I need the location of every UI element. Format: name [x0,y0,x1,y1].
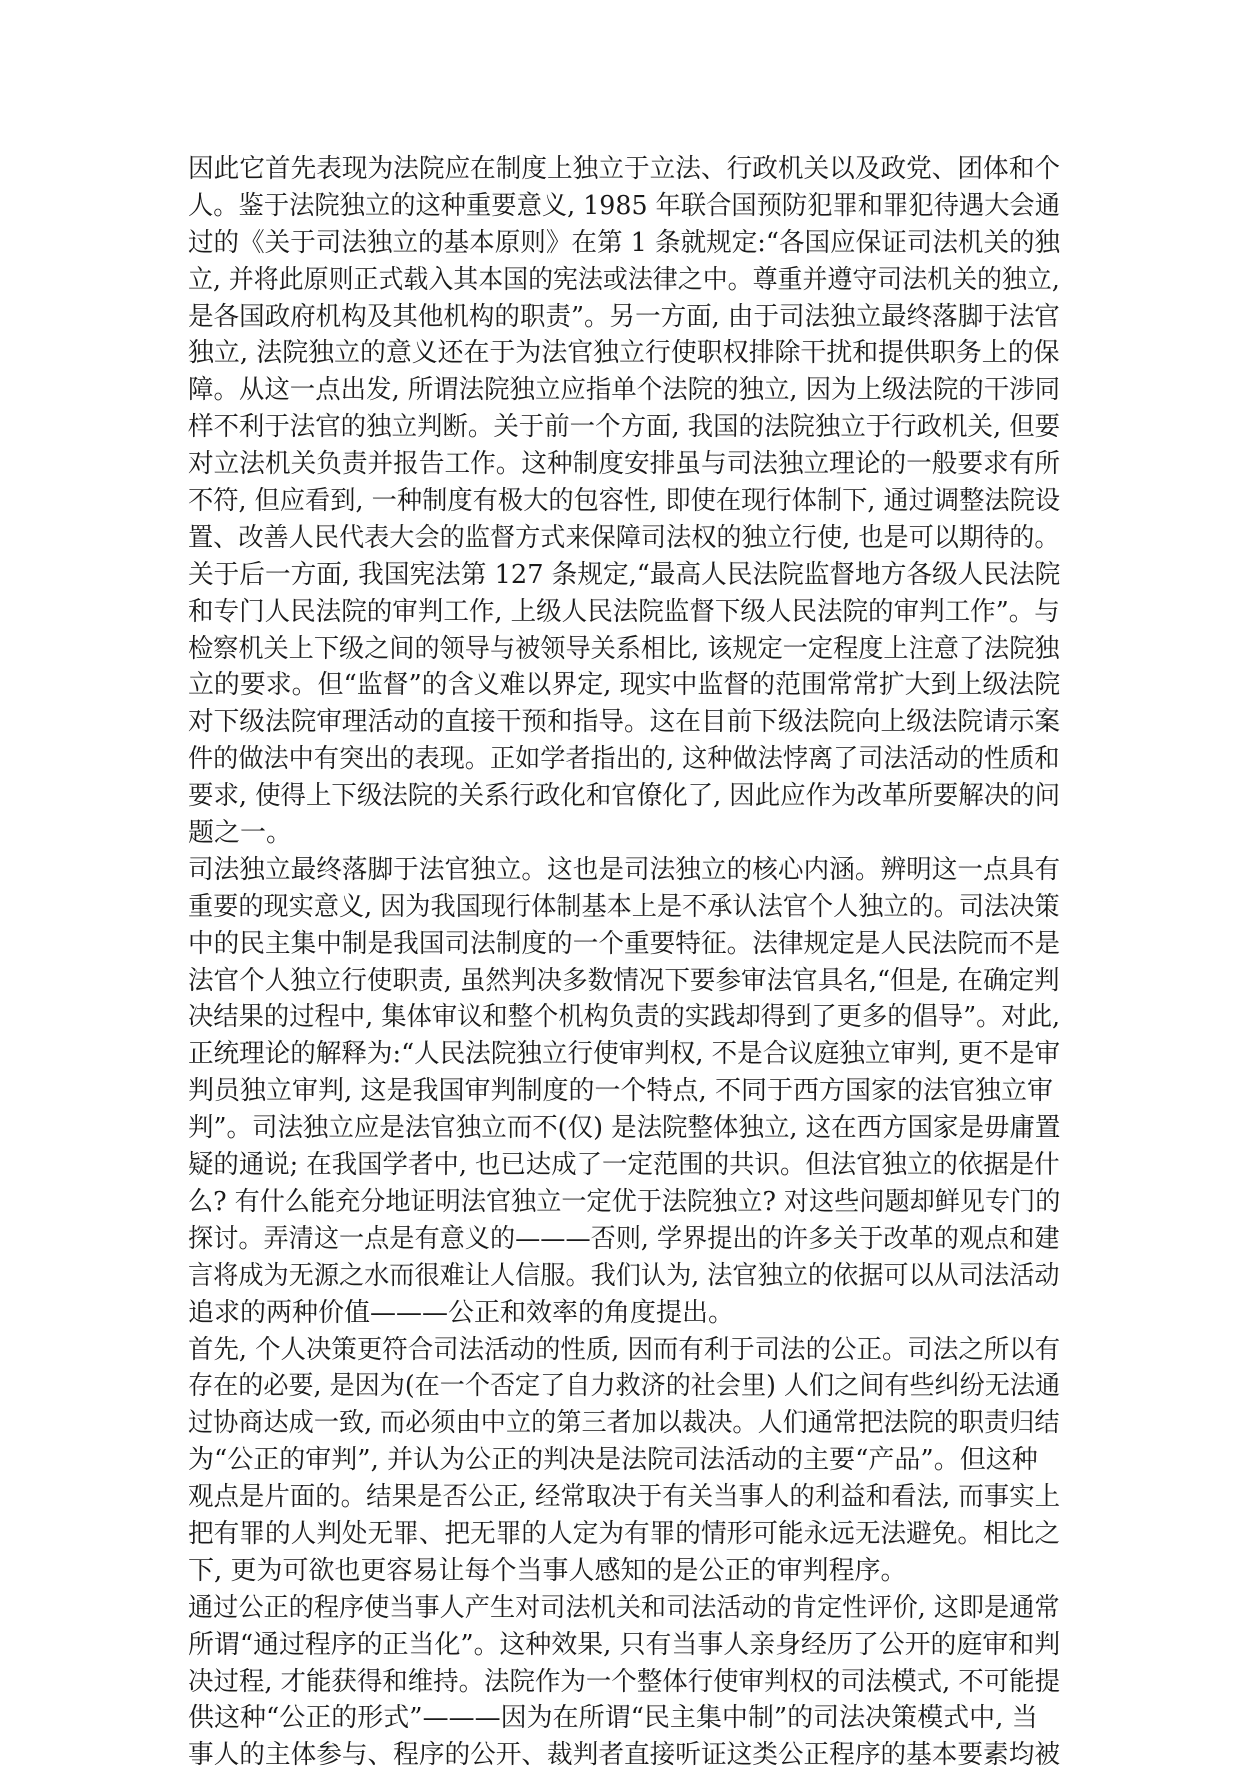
text-line: 么? 有什么能充分地证明法官独立一定优于法院独立? 对这些问题却鲜见专门的 [188,1186,1061,1217]
text-line: 题之一。 [188,818,293,849]
text-line: 首先, 个人决策更符合司法活动的性质, 因而有利于司法的公正。司法之所以有 [188,1334,1061,1365]
text-line: 对下级法院审理活动的直接干预和指导。这在目前下级法院向上级法院请示案 [188,707,1061,738]
text-line: 置、改善人民代表大会的监督方式来保障司法权的独立行使, 也是可以期待的。 [188,522,1060,553]
text-line: 因此它首先表现为法院应在制度上独立于立法、行政机关以及政党、团体和个 [188,154,1061,184]
text-line: 观点是片面的。结果是否公正, 经常取决于有关当事人的利益和看法, 而事实上 [188,1482,1061,1513]
text-line: 把有罪的人判处无罪、把无罪的人定为有罪的情形可能永远无法避免。相比之 [188,1518,1061,1549]
text-line: 供这种“公正的形式”———因为在所谓“民主集中制”的司法决策模式中, 当 [188,1703,1038,1734]
text-line: 探讨。弄清这一点是有意义的———否则, 学界提出的许多关于改革的观点和建 [188,1223,1060,1254]
text-line: 要求, 使得上下级法院的关系行政化和官僚化了, 因此应作为改革所要解决的问 [188,781,1061,812]
text-line: 疑的通说; 在我国学者中, 也已达成了一定范围的共识。但法官独立的依据是什 [188,1150,1060,1181]
text-line: 下, 更为可欲也更容易让每个当事人感知的是公正的审判程序。 [188,1555,907,1586]
text-line: 决过程, 才能获得和维持。法院作为一个整体行使审判权的司法模式, 不可能提 [188,1666,1061,1697]
text-line: 人。鉴于法院独立的这种重要意义, 1985 年联合国预防犯罪和罪犯待遇大会通 [188,190,1060,221]
text-line: 判员独立审判, 这是我国审判制度的一个特点, 不同于西方国家的法官独立审 [188,1076,1054,1107]
text-line: 通过公正的程序使当事人产生对司法机关和司法活动的肯定性评价, 这即是通常 [188,1592,1060,1623]
text-line: 和专门人民法院的审判工作, 上级人民法院监督下级人民法院的审判工作”。与 [188,596,1060,627]
text-line: 司法独立最终落脚于法官独立。这也是司法独立的核心内涵。辨明这一点具有 [188,854,1061,885]
text-line: 追求的两种价值———公正和效率的角度提出。 [188,1297,735,1328]
body-text [188,151,1060,1774]
text-line: 检察机关上下级之间的领导与被领导关系相比, 该规定一定程度上注意了法院独 [188,633,1060,664]
text-line: 样不利于法官的独立判断。关于前一个方面, 我国的法院独立于行政机关, 但要 [188,412,1061,443]
text-line: 事人的主体参与、程序的公开、裁判者直接听证这类公正程序的基本要素均被 [188,1740,1061,1771]
text-line: 法官个人独立行使职责, 虽然判决多数情况下要参审法官具名,“但是, 在确定判 [188,965,1060,996]
text-line: 重要的现实意义, 因为我国现行体制基本上是不承认法官个人独立的。司法决策 [188,891,1060,922]
text-line: 是各国政府机构及其他机构的职责”。另一方面, 由于司法独立最终落脚于法官 [188,301,1060,332]
text-line: 为“公正的审判”, 并认为公正的判决是法院司法活动的主要“产品”。但这种 [188,1445,1038,1476]
text-line: 存在的必要, 是因为(在一个否定了自力救济的社会里) 人们之间有些纠纷无法通 [188,1371,1061,1402]
text-line: 过的《关于司法独立的基本原则》在第 1 条就规定:“各国应保证司法机关的独 [188,227,1061,258]
text-line: 立, 并将此原则正式载入其本国的宪法或法律之中。尊重并遵守司法机关的独立, [188,264,1060,295]
text-line: 立的要求。但“监督”的含义难以界定, 现实中监督的范围常常扩大到上级法院 [188,670,1061,701]
text-line: 障。从这一点出发, 所谓法院独立应指单个法院的独立, 因为上级法院的干涉同 [188,375,1061,406]
text-line: 对立法机关负责并报告工作。这种制度安排虽与司法独立理论的一般要求有所 [188,449,1061,480]
text-line: 关于后一方面, 我国宪法第 127 条规定,“最高人民法院监督地方各级人民法院 [188,559,1061,590]
text-line: 件的做法中有突出的表现。正如学者指出的, 这种做法悖离了司法活动的性质和 [188,744,1060,775]
text-line: 不符, 但应看到, 一种制度有极大的包容性, 即使在现行体制下, 通过调整法院设 [188,486,1061,517]
text-line: 所谓“通过程序的正当化”。这种效果, 只有当事人亲身经历了公开的庭审和判 [188,1629,1061,1660]
text-line: 判”。司法独立应是法官独立而不(仅) 是法院整体独立, 这在西方国家是毋庸置 [188,1113,1061,1144]
text-line: 过协商达成一致, 而必须由中立的第三者加以裁决。人们通常把法院的职责归结 [188,1408,1060,1439]
text-line: 中的民主集中制是我国司法制度的一个重要特征。法律规定是人民法院而不是 [188,928,1061,959]
text-line: 正统理论的解释为:“人民法院独立行使审判权, 不是合议庭独立审判, 更不是审 [188,1039,1061,1070]
text-line: 言将成为无源之水而很难让人信服。我们认为, 法官独立的依据可以从司法活动 [188,1260,1060,1291]
text-line: 独立, 法院独立的意义还在于为法官独立行使职权排除干扰和提供职务上的保 [188,338,1060,369]
text-line: 决结果的过程中, 集体审议和整个机构负责的实践却得到了更多的倡导”。对此, [188,1002,1061,1033]
